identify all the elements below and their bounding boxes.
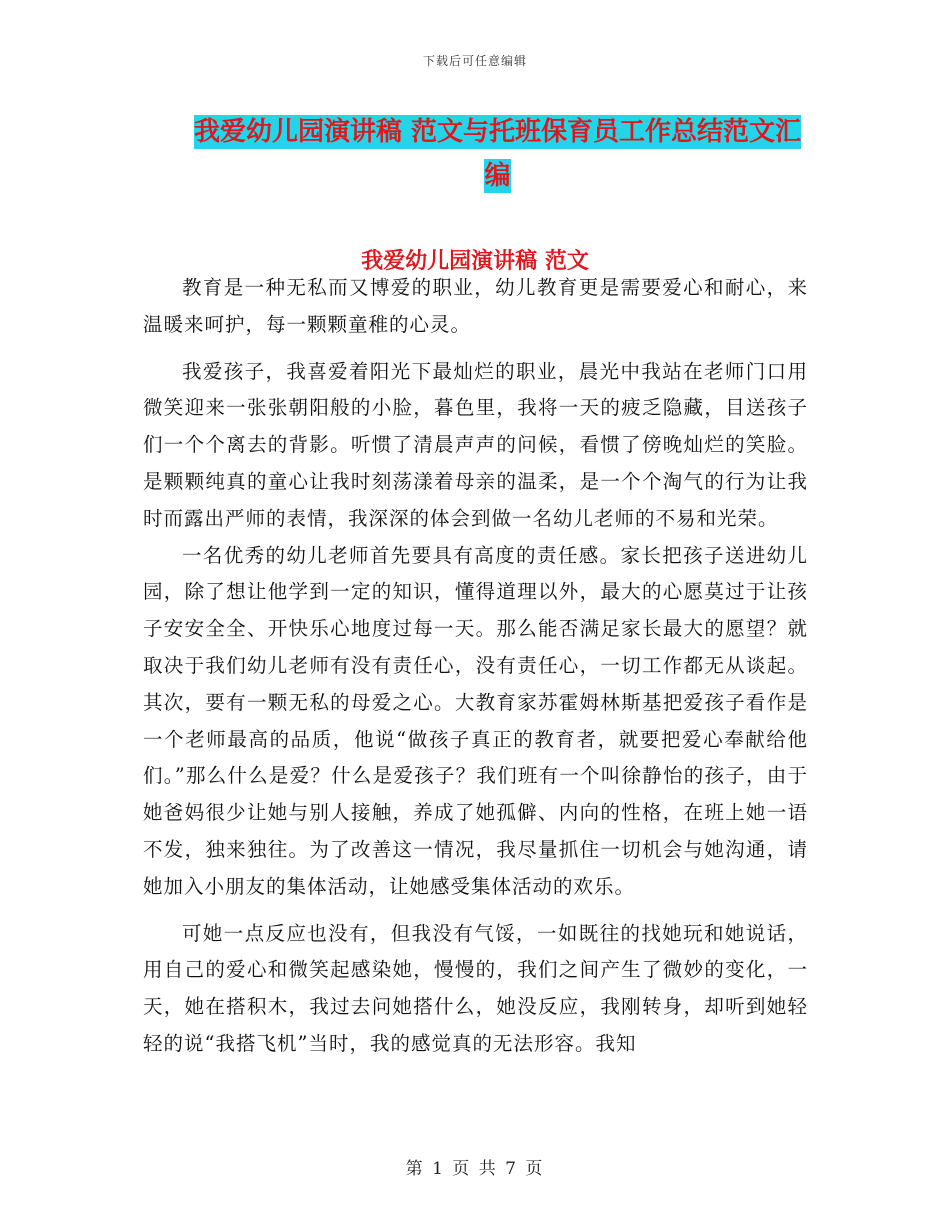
paragraph: 一名优秀的幼儿老师首先要具有高度的责任感。家长把孩子送进幼儿园，除了想让他学到一定的知识，懂得道理以外，最大的心愿莫过于让孩子安安全全、开快乐心地度过每一天。那么能否满足家长最大的愿望？就取决于我们幼儿老师有没有责任心，没有责任心，一切工作都无从谈起。 其次，要有一颗无私的母爱之心。大教育家苏霍姆林斯基把爱孩子看作是一个老师最高的品质，他说“做孩子真正的教育者，就要把爱心奉献给他们。”那么什么是爱？什么是爱孩子？我们班有一个叫徐静怡的孩子，由于她爸妈很少让她与别人接触，养成了她孤僻、内向的性格，在班上她一语不发，独来独往。为了改善这一情况，我尽量抓住一切机会与她沟通，请她加入小朋友的集体活动，让她感受集体活动的欢乐。 (143, 543, 808, 898)
section-title: 我爱幼儿园演讲稿 范文 (361, 248, 589, 274)
main-title-line-2: 编 (484, 161, 511, 191)
document-body (143, 270, 808, 1063)
paragraph: 我爱孩子，我喜爱着阳光下最灿烂的职业，晨光中我站在老师门口用微笑迎来一张张朝阳般的小脸，暮色里，我将一天的疲乏隐藏，目送孩子们一个个离去的背影。听惯了清晨声声的问候，看惯了傍晚灿烂的笑脸。是颗颗纯真的童心让我时刻荡漾着母亲的温柔，是一个个淘气的行为让我时而露出严师的表情，我深深的体会到做一名幼儿老师的不易和光荣。 (143, 359, 808, 530)
paragraph: 教育是一种无私而又博爱的职业，幼儿教育更是需要爱心和耐心，来温暖来呵护，每一颗颗童稚的心灵。 (143, 276, 808, 336)
page-header-note: 下载后可任意编辑 (422, 54, 527, 68)
main-title-line-1: 我爱幼儿园演讲稿 范文与托班保育员工作总结范文汇 (193, 117, 802, 147)
document-main-title (185, 110, 810, 198)
paragraph: 可她一点反应也没有，但我没有气馁，一如既往的找她玩和她说话，用自己的爱心和微笑起感染她，慢慢的，我们之间产生了微妙的变化，一天，她在搭积木，我过去问她搭什么，她没反应，我刚转身，却听到她轻轻的说“我搭飞机”当时，我的感觉真的无法形容。我知 (143, 921, 808, 1055)
page-number-footer: 第 1 页 共 7 页 (405, 1159, 545, 1179)
